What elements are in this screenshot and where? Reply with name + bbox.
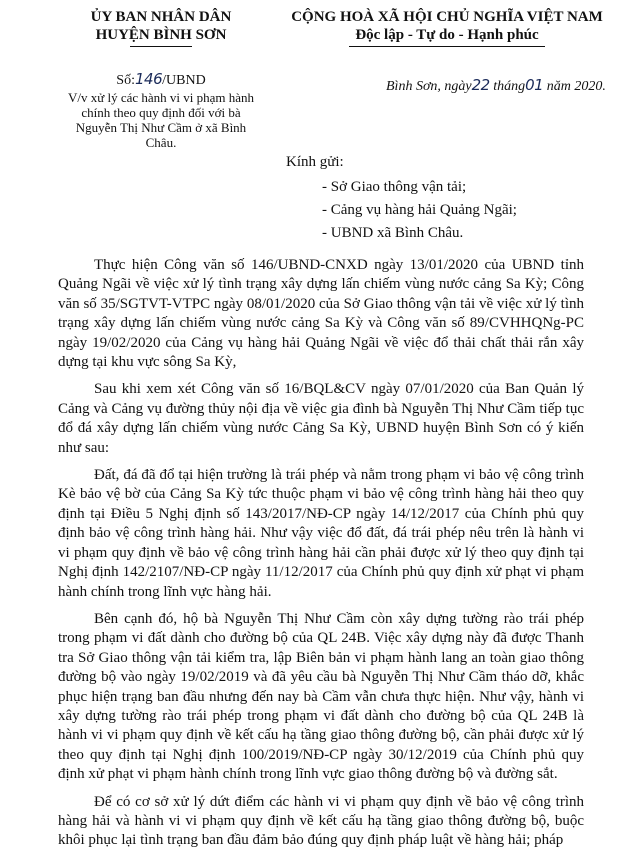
body-paragraph: Thực hiện Công văn số 146/UBND-CNXD ngày 13/01/2020 của UBND tỉnh Quảng Ngãi về việc xử lý tình trạng xây dựng lấn chiếm vùng nước cảng Sa Kỳ; Công văn số 35/SGTVT-VTPC ngày 08/01/2020 của Sở Giao thông vận tải về việc xử lý tình trạng xây dựng lấn chiếm vùng nước cảng Sa Kỳ và Công văn số 89/CVHHQNg-PC ngày 19/02/2020 của Cảng vụ hàng hải Quảng Ngãi về việc đổ thải chất thải rắn xây dựng tại khu vực sông Sa Kỳ,: [58, 257, 584, 371]
body-paragraph: Sau khi xem xét Công văn số 16/BQL&CV ngày 07/01/2020 của Ban Quản lý Cảng và Cảng vụ đường thủy nội địa về việc gia đình bà Nguyễn Thị Như Cầm tiếp tục đổ đá xây dựng lấn chiếm vùng nước Cảng Sa Kỳ, UBND huyện Bình Sơn có ý kiến như sau:: [58, 381, 584, 456]
recipients-label: Kính gửi:: [286, 154, 344, 170]
motto-underline: [349, 46, 545, 47]
document-number-handwritten: 146: [134, 70, 163, 88]
issuing-agency-block: [56, 8, 266, 47]
document-number-prefix: Số:: [116, 73, 135, 88]
document-subject: V/v xử lý các hành vi vi phạm hành chính theo quy định đối với bà Nguyễn Thị Như Cầm ở xã Bình Châu.: [67, 90, 255, 150]
recipient-item: - Cảng vụ hàng hải Quảng Ngãi;: [322, 202, 517, 218]
document-body: [58, 256, 584, 859]
date-month-handwritten: 01: [525, 76, 544, 94]
agency-line-2: HUYỆN BÌNH SƠN: [95, 27, 227, 43]
date-prefix: Bình Sơn, ngày: [386, 79, 472, 94]
body-paragraph: Bên cạnh đó, hộ bà Nguyễn Thị Như Cầm còn xây dựng tường rào trái phép trong phạm vi đất dành cho đường bộ của QL 24B. Việc xây dựng này đã được Thanh tra Sở Giao thông vận tải kiểm tra, lập Biên bản vi phạm hành lang an toàn giao thông đường bộ vào ngày 19/02/2019 và đã yêu cầu bà Nguyễn Thị Như Cầm tháo dỡ, khắc phục hiện trạng ban đầu nhưng đến nay bà Cầm vẫn chưa thực hiện. Như vậy, hành vi xây dựng tường rào trái phép trong phạm vi đất dành cho đường bộ của QL 24B là hành vi vi phạm quy định về kết cấu hạ tầng giao thông đường bộ, cần phải được xử lý theo quy định tại Nghị định 100/2019/NĐ-CP ngày 30/12/2019 của Chính phủ quy định xử phạt vi phạm hành chính trong lĩnh vực giao thông đường bộ và đường sắt.: [58, 610, 584, 783]
issue-date: [386, 76, 606, 95]
date-day-handwritten: 22: [471, 76, 490, 94]
document-number-suffix: /UBND: [162, 73, 206, 88]
agency-line-1: ỦY BAN NHÂN DÂN: [90, 9, 232, 25]
recipient-item: - UBND xã Bình Châu.: [322, 225, 464, 241]
national-title-block: [262, 8, 632, 47]
date-month-label: tháng: [493, 79, 526, 94]
body-paragraph: Để có cơ sở xử lý dứt điểm các hành vi vi phạm quy định về bảo vệ công trình hàng hải và hành vi vi phạm quy định về kết cấu hạ tầng giao thông đường bộ, buộc khôi phục lại tình trạng ban đầu đảm bảo đúng quy định pháp luật về hàng hải; pháp: [58, 793, 584, 849]
document-number: [56, 70, 266, 89]
national-motto: Độc lập - Tự do - Hạnh phúc: [355, 27, 539, 43]
body-paragraph: Đất, đá đã đổ tại hiện trường là trái phép và nằm trong phạm vi bảo vệ công trình Kè bảo vệ bờ của Cảng Sa Kỳ tức thuộc phạm vi bảo vệ công trình hàng hải theo quy định tại Điều 5 Nghị định số 143/2017/NĐ-CP ngày 14/12/2017 của Chính phủ quy định bảo vệ công trình hàng hải. Như vậy việc đổ đất, đá trái phép nêu trên là hành vi vi phạm quy định về bảo vệ công trình hàng hải cần phải được xử lý theo quy định tại Nghị định 142/2107/NĐ-CP ngày 11/12/2017 của Chính phủ quy định xử phạt vi phạm hành chính trong lĩnh vực hàng hải.: [58, 467, 584, 600]
recipients-list: [322, 176, 517, 245]
national-title: CỘNG HOÀ XÃ HỘI CHỦ NGHĨA VIỆT NAM: [291, 9, 603, 25]
date-year: năm 2020.: [546, 79, 606, 94]
recipient-item: - Sở Giao thông vận tải;: [322, 179, 467, 195]
agency-underline: [130, 46, 192, 47]
